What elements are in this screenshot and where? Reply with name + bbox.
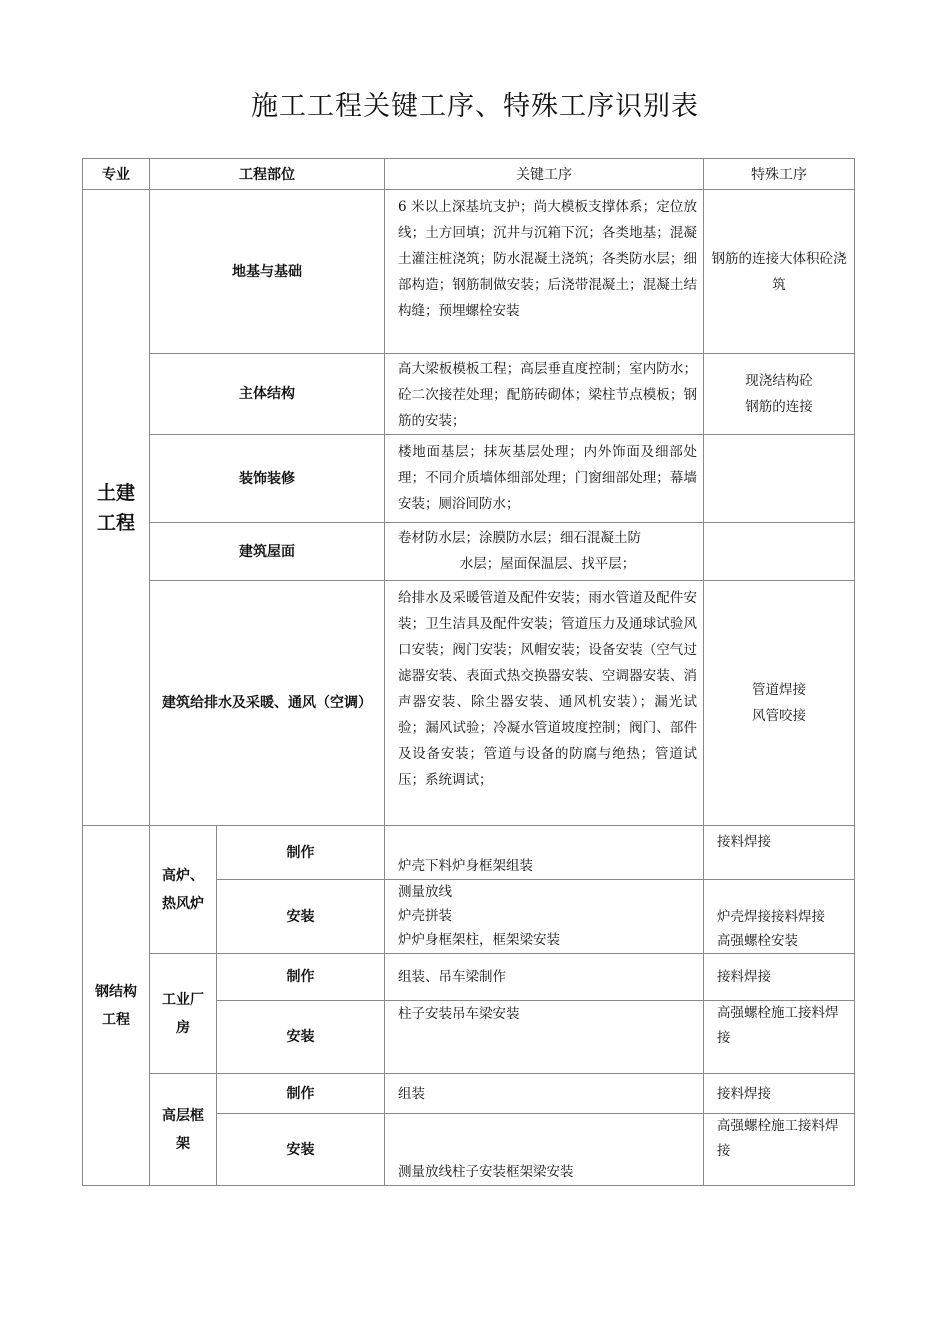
part-cell: 建筑给排水及采暖、通风（空调） xyxy=(150,581,385,826)
table-row xyxy=(83,523,855,581)
table-row xyxy=(83,954,855,1001)
key-cell: 组装 xyxy=(385,1074,704,1114)
part-cell: 建筑屋面 xyxy=(150,523,385,581)
special-cell xyxy=(704,435,855,523)
key-line: 水层；屋面保温层、找平层； xyxy=(459,556,636,572)
header-row xyxy=(83,159,855,190)
special-cell: 炉壳焊接接料焊接 高强螺栓安装 xyxy=(704,880,855,954)
special-cell xyxy=(704,523,855,581)
stage-cell: 安装 xyxy=(217,1114,385,1186)
stage-cell: 安装 xyxy=(217,880,385,954)
header-part: 工程部位 xyxy=(150,159,385,190)
special-cell: 钢筋的连接大体积砼浇筑 xyxy=(704,190,855,354)
header-key: 关键工序 xyxy=(385,159,704,190)
major-steel: 钢结构 工程 xyxy=(83,826,150,1186)
table-row xyxy=(83,581,855,826)
key-cell: 6 米以上深基坑支护；尚大模板支撑体系；定位放线；土方回填；沉井与沉箱下沉；各类地基；混凝土灌注桩浇筑；防水混凝土浇筑；各类防水层；细部构造；钢筋制做安装；后浇带混凝土；混凝土结构缝；预埋螺栓安装 xyxy=(385,190,704,354)
key-line: 卷材防水层；涂膜防水层；细石混凝土防 xyxy=(398,530,641,546)
group-cell: 高炉、 热风炉 xyxy=(150,826,217,954)
table-row xyxy=(83,190,855,354)
page-title: 施工工程关键工序、特殊工序识别表 xyxy=(251,91,699,122)
key-cell: 测量放线柱子安装框架梁安装 xyxy=(385,1114,704,1186)
table-row xyxy=(83,435,855,523)
key-cell: 组装、吊车梁制作 xyxy=(385,954,704,1001)
special-cell: 接料焊接 xyxy=(704,826,855,880)
header-special: 特殊工序 xyxy=(704,159,855,190)
process-table xyxy=(82,158,855,1186)
stage-cell: 制作 xyxy=(217,826,385,880)
key-cell: 高大梁板模板工程；高层垂直度控制；室内防水；砼二次接茬处理；配筋砖砌体；梁柱节点模板；钢筋的安装； xyxy=(385,354,704,435)
special-cell: 接料焊接 xyxy=(704,1074,855,1114)
table-row xyxy=(83,354,855,435)
header-major: 专业 xyxy=(83,159,150,190)
special-cell: 接料焊接 xyxy=(704,954,855,1001)
table-row xyxy=(83,826,855,880)
key-cell: 测量放线 炉壳拼装 炉炉身框架柱，框架梁安装 xyxy=(385,880,704,954)
stage-cell: 安装 xyxy=(217,1001,385,1074)
table-row xyxy=(83,1074,855,1114)
stage-cell: 制作 xyxy=(217,1074,385,1114)
part-cell: 地基与基础 xyxy=(150,190,385,354)
key-cell: 柱子安装吊车梁安装 xyxy=(385,1001,704,1074)
key-cell: 炉壳下料炉身框架组装 xyxy=(385,826,704,880)
major-civil: 土建 工程 xyxy=(83,190,150,826)
key-cell xyxy=(385,523,704,581)
special-cell: 高强螺栓施工接料焊接 xyxy=(704,1114,855,1186)
special-cell: 高强螺栓施工接料焊接 xyxy=(704,1001,855,1074)
special-cell: 管道焊接 风管咬接 xyxy=(704,581,855,826)
group-cell: 高层框 架 xyxy=(150,1074,217,1186)
part-cell: 主体结构 xyxy=(150,354,385,435)
part-cell: 装饰装修 xyxy=(150,435,385,523)
key-cell: 给排水及采暖管道及配件安装；雨水管道及配件安装；卫生洁具及配件安装；管道压力及通球试验风口安装；阀门安装；风帽安装；设备安装（空气过滤器安装、表面式热交换器安装、空调器安装、消声器安装、除尘器安装、通风机安装）；漏光试验；漏风试验；冷凝水管道坡度控制；阀门、部件及设备安装；管道与设备的防腐与绝热；管道试压；系统调试； xyxy=(385,581,704,826)
stage-cell: 制作 xyxy=(217,954,385,1001)
key-cell: 楼地面基层；抹灰基层处理；内外饰面及细部处理；不同介质墙体细部处理；门窗细部处理；幕墙安装；厕浴间防水； xyxy=(385,435,704,523)
group-cell: 工业厂 房 xyxy=(150,954,217,1074)
special-cell: 现浇结构砼 钢筋的连接 xyxy=(704,354,855,435)
